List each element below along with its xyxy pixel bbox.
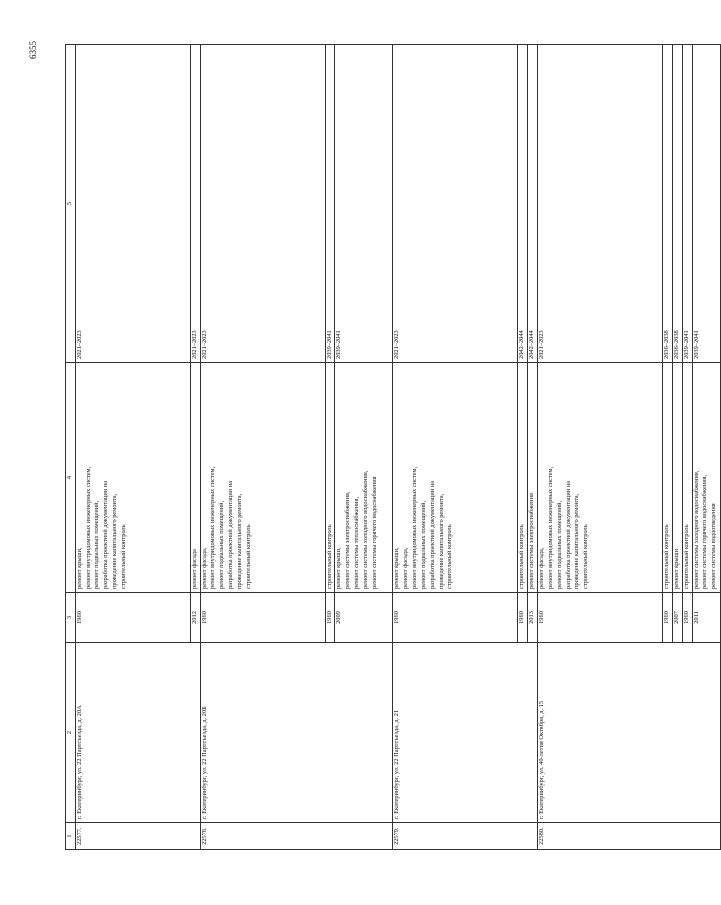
work-item: ремонт системы холодного водоснабжения, bbox=[361, 470, 369, 589]
page-number: 6355 bbox=[28, 41, 38, 59]
work-item: строительный контроль bbox=[119, 524, 127, 589]
work-item: ремонт крыши, bbox=[335, 547, 343, 589]
work-item: строительный контроль bbox=[682, 524, 690, 589]
works-cell bbox=[538, 363, 663, 593]
table-row bbox=[200, 45, 325, 850]
work-item: ремонт крыши, bbox=[393, 547, 401, 589]
works-cell bbox=[682, 363, 692, 593]
address-cell: г. Екатеринбург, ул. 22 Партсъезда, д. 21 bbox=[393, 643, 538, 823]
works-cell bbox=[528, 363, 538, 593]
period-cell: 2039–2041 bbox=[325, 45, 335, 363]
address-cell: г. Екатеринбург, ул. 22 Партсъезда, д. 20Б bbox=[200, 643, 393, 823]
work-item: ремонт крыши, bbox=[75, 547, 83, 589]
work-item: ремонт системы электроснабжения bbox=[528, 493, 536, 589]
period-cell: 2042–2044 bbox=[528, 45, 538, 363]
period-cell: 2039–2041 bbox=[682, 45, 692, 363]
work-item: проведение капитального ремонта, bbox=[573, 493, 581, 589]
works-cell bbox=[393, 363, 518, 593]
work-item: строительный контроль bbox=[446, 524, 454, 589]
year-cell: 1960 bbox=[518, 593, 528, 643]
address-cell: г. Екатеринбург, ул. 22 Партсъезда, д. 20А bbox=[75, 643, 200, 823]
work-item: ремонт внутридомовых инженерных систем, bbox=[209, 466, 217, 589]
work-item: ремонт системы теплоснабжения, bbox=[353, 496, 361, 589]
works-cell bbox=[75, 363, 190, 593]
year-cell: 2012 bbox=[190, 593, 200, 643]
table-rotated-wrapper bbox=[65, 45, 718, 850]
record-number: 22578. bbox=[200, 823, 393, 850]
work-item: проведение капитального ремонта, bbox=[111, 493, 119, 589]
works-cell bbox=[672, 363, 682, 593]
work-item: ремонт фасада, bbox=[538, 547, 546, 589]
table-row bbox=[538, 45, 663, 850]
year-cell: 2009 bbox=[335, 593, 393, 643]
works-cell bbox=[200, 363, 325, 593]
period-cell: 2036–2038 bbox=[672, 45, 682, 363]
work-item: ремонт внутридомовых инженерных систем, bbox=[84, 466, 92, 589]
year-cell: 1960 bbox=[200, 593, 325, 643]
column-header: 4 bbox=[66, 363, 76, 593]
work-item: ремонт системы горячего водоснабжения, bbox=[701, 474, 709, 589]
work-item: ремонт подвальных помещений, bbox=[93, 500, 101, 589]
period-cell: 2039–2041 bbox=[692, 45, 720, 363]
record-number: 22577. bbox=[75, 823, 200, 850]
column-number-row bbox=[66, 45, 76, 850]
year-cell: 1960 bbox=[75, 593, 190, 643]
table-row bbox=[393, 45, 518, 850]
address-cell: г. Екатеринбург, ул. 40-летия Октября, д. 15 bbox=[538, 643, 720, 823]
work-item: ремонт системы холодного водоснабжения, bbox=[692, 470, 700, 589]
year-cell: 1960 bbox=[663, 593, 673, 643]
work-item: строительный контроль bbox=[582, 524, 590, 589]
works-cell bbox=[663, 363, 673, 593]
works-cell bbox=[692, 363, 720, 593]
works-cell bbox=[325, 363, 335, 593]
capital-repair-table bbox=[65, 44, 721, 850]
record-number: 22579. bbox=[393, 823, 538, 850]
period-cell: 2021–2023 bbox=[200, 45, 325, 363]
column-header: 1 bbox=[66, 823, 76, 850]
period-cell: 2021–2023 bbox=[393, 45, 518, 363]
work-item: разработка проектной документации на bbox=[428, 480, 436, 589]
works-cell bbox=[190, 363, 200, 593]
table-row bbox=[75, 45, 190, 850]
work-item: ремонт системы водоотведения bbox=[710, 503, 718, 589]
record-number: 22580. bbox=[538, 823, 720, 850]
work-item: строительный контроль bbox=[325, 524, 333, 589]
work-item: ремонт системы горячего водоснабжения bbox=[370, 476, 378, 589]
year-cell: 2013 bbox=[528, 593, 538, 643]
year-cell: 2011 bbox=[692, 593, 720, 643]
work-item: проведение капитального ремонта, bbox=[235, 493, 243, 589]
column-header: 3 bbox=[66, 593, 76, 643]
year-cell: 1960 bbox=[538, 593, 663, 643]
work-item: ремонт подвальных помещений, bbox=[218, 500, 226, 589]
work-item: разработка проектной документации на bbox=[227, 480, 235, 589]
work-item: ремонт системы электроснабжения, bbox=[344, 491, 352, 589]
work-item: ремонт фасада, bbox=[200, 547, 208, 589]
work-item: ремонт подвальных помещений, bbox=[555, 500, 563, 589]
work-item: ремонт внутридомовых инженерных систем, bbox=[546, 466, 554, 589]
works-cell bbox=[335, 363, 393, 593]
period-cell: 2042–2044 bbox=[518, 45, 528, 363]
works-cell bbox=[518, 363, 528, 593]
year-cell: 2007 bbox=[672, 593, 682, 643]
work-item: ремонт внутридомовых инженерных систем, bbox=[411, 466, 419, 589]
period-cell: 2021–2023 bbox=[190, 45, 200, 363]
column-header: 5 bbox=[66, 45, 76, 363]
year-cell: 1960 bbox=[325, 593, 335, 643]
period-cell: 2036–2038 bbox=[663, 45, 673, 363]
year-cell: 1960 bbox=[682, 593, 692, 643]
work-item: разработка проектной документации на bbox=[564, 480, 572, 589]
work-item: ремонт фасада, bbox=[402, 547, 410, 589]
work-item: строительный контроль bbox=[244, 524, 252, 589]
period-cell: 2039–2041 bbox=[335, 45, 393, 363]
work-item: ремонт крыши bbox=[672, 548, 680, 589]
work-item: ремонт фасада bbox=[190, 549, 198, 589]
period-cell: 2021–2023 bbox=[75, 45, 190, 363]
work-item: строительный контроль bbox=[663, 524, 671, 589]
period-cell: 2021–2023 bbox=[538, 45, 663, 363]
work-item: ремонт подвальных помещений, bbox=[419, 500, 427, 589]
work-item: разработка проектной документации на bbox=[102, 480, 110, 589]
work-item: строительный контроль bbox=[518, 524, 526, 589]
year-cell: 1960 bbox=[393, 593, 518, 643]
column-header: 2 bbox=[66, 643, 76, 823]
work-item: проведение капитального ремонта, bbox=[437, 493, 445, 589]
